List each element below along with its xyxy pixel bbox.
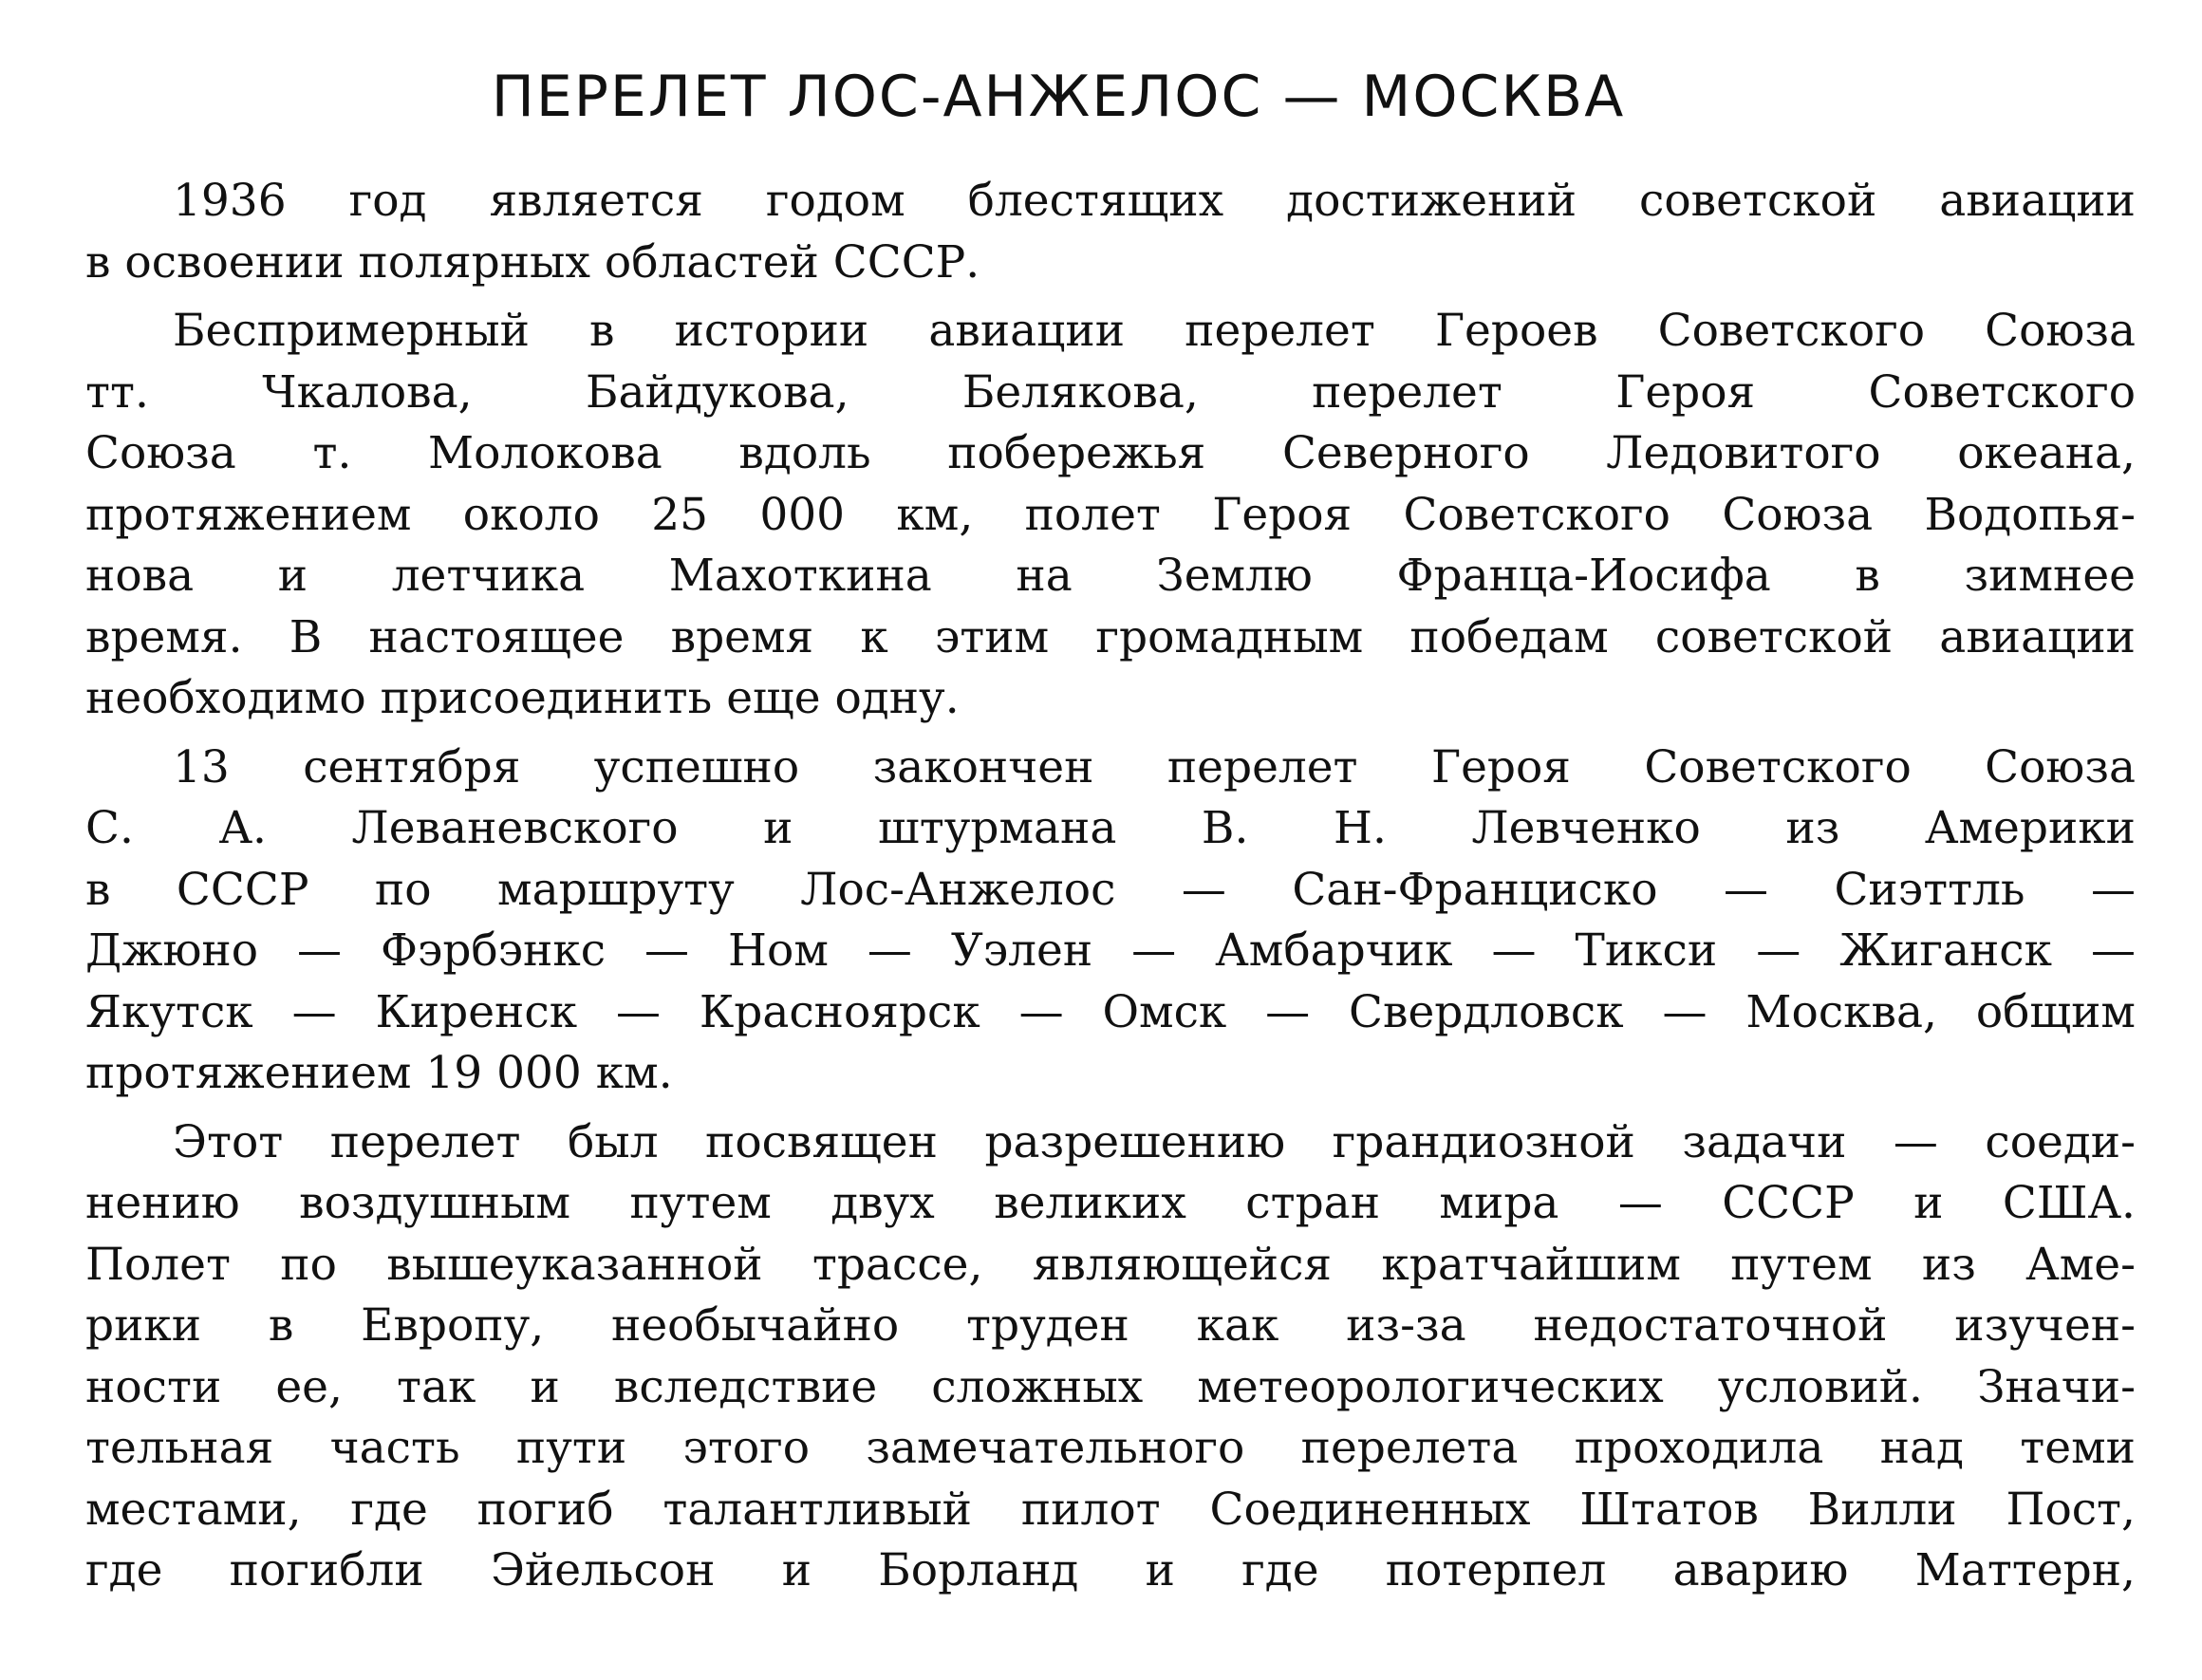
text-line: рики в Европу, необычайно труден как из-за недостаточной изучен-: [85, 1299, 2136, 1352]
text-line: ности ее, так и вследствие сложных метеорологических условий. Значи-: [85, 1360, 2136, 1413]
text-line: Беспримерный в истории авиации перелет Героев Советского Союза: [173, 305, 2136, 357]
text-line: Этот перелет был посвящен разрешению грандиозной задачи — соеди-: [173, 1115, 2136, 1168]
paragraph-1: [85, 171, 2136, 293]
text-line: 1936 год является годом блестящих достижений советской авиации: [173, 175, 2136, 227]
text-line: 13 сентября успешно закончен перелет Героя Советского Союза: [173, 740, 2136, 793]
text-line: протяжением около 25 000 км, полет Героя Советского Союза Водопья-: [85, 488, 2136, 541]
text-line: в освоении полярных областей СССР.: [85, 235, 980, 289]
text-line: С. А. Леваневского и штурмана В. Н. Левченко из Америки: [85, 802, 2136, 854]
text-line: протяжением 19 000 км.: [85, 1047, 673, 1099]
text-line: тельная часть пути этого замечательного перелета проходила над теми: [85, 1422, 2136, 1474]
text-line: Полет по вышеуказанной трассе, являющейся кратчайшим путем из Аме-: [85, 1238, 2136, 1291]
text-line: необходимо присоединить еще одну.: [85, 672, 960, 724]
paragraph-4: [85, 1112, 2136, 1602]
text-line: Якутск — Киренск — Красноярск — Омск — Свердловск — Москва, общим: [85, 985, 2136, 1038]
paragraph-2: [85, 301, 2136, 730]
text-line: нению воздушным путем двух великих стран мира — СССР и США.: [85, 1177, 2136, 1229]
text-line: Джюно — Фэрбэнкс — Ном — Уэлен — Амбарчик — Тикси — Жиганск —: [85, 924, 2136, 977]
text-line: в СССР по маршруту Лос-Анжелос — Сан-Франциско — Сиэттль —: [85, 863, 2136, 916]
text-line: Союза т. Молокова вдоль побережья Северного Ледовитого океана,: [85, 427, 2136, 479]
text-line: где погибли Эйельсон и Борланд и где потерпел аварию Маттерн,: [85, 1544, 2136, 1596]
text-line: местами, где погиб талантливый пилот Соединенных Штатов Вилли Пост,: [85, 1483, 2136, 1536]
article-body: [85, 171, 2136, 1602]
text-line: нова и летчика Махоткина на Землю Франца-Иосифа в зимнее: [85, 550, 2136, 602]
text-line: тт. Чкалова, Байдукова, Белякова, перелет Героя Советского: [85, 365, 2136, 419]
text-line: время. В настоящее время к этим громадным победам советской авиации: [85, 610, 2136, 663]
paragraph-3: [85, 737, 2136, 1105]
page-title: ПЕРЕЛЕТ ЛОС-АНЖЕЛОС — МОСКВА: [491, 64, 1626, 130]
